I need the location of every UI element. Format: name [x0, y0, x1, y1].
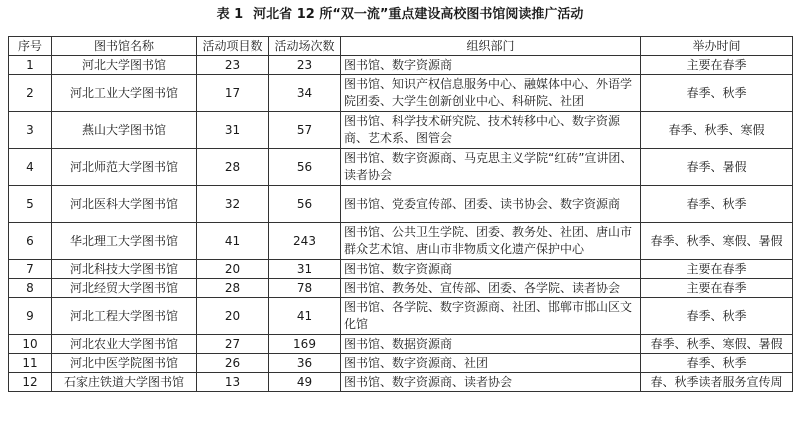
cell-index: 12 [9, 373, 52, 392]
cell-time: 春季、秋季 [641, 298, 793, 335]
cell-index: 5 [9, 186, 52, 223]
cell-departments: 图书馆、数字资源商、社团 [341, 354, 641, 373]
cell-index: 9 [9, 298, 52, 335]
cell-library-name: 河北医科大学图书馆 [52, 186, 197, 223]
cell-project-count: 13 [197, 373, 269, 392]
cell-index: 6 [9, 223, 52, 260]
cell-project-count: 32 [197, 186, 269, 223]
cell-time: 春季、秋季、寒假、暑假 [641, 223, 793, 260]
table-row [9, 373, 793, 392]
table-row [9, 56, 793, 75]
cell-index: 3 [9, 112, 52, 149]
cell-session-count: 56 [269, 149, 341, 186]
cell-session-count: 31 [269, 260, 341, 279]
cell-departments: 图书馆、数字资源商、读者协会 [341, 373, 641, 392]
header-library-name: 图书馆名称 [52, 37, 197, 56]
cell-time: 主要在春季 [641, 260, 793, 279]
cell-index: 2 [9, 75, 52, 112]
table-row [9, 149, 793, 186]
cell-time: 春季、暑假 [641, 149, 793, 186]
table-title: 河北省 12 所“双一流”重点建设高校图书馆阅读推广活动 [253, 7, 584, 22]
cell-time: 主要在春季 [641, 279, 793, 298]
cell-session-count: 49 [269, 373, 341, 392]
cell-departments: 图书馆、知识产权信息服务中心、融媒体中心、外语学院团委、大学生创新创业中心、科研院、社团 [341, 75, 641, 112]
cell-library-name: 河北农业大学图书馆 [52, 335, 197, 354]
cell-session-count: 56 [269, 186, 341, 223]
table-row [9, 75, 793, 112]
table-row [9, 298, 793, 335]
cell-index: 11 [9, 354, 52, 373]
header-index: 序号 [9, 37, 52, 56]
cell-project-count: 23 [197, 56, 269, 75]
table-row [9, 354, 793, 373]
cell-departments: 图书馆、各学院、数字资源商、社团、邯郸市邯山区文化馆 [341, 298, 641, 335]
cell-session-count: 41 [269, 298, 341, 335]
cell-departments: 图书馆、教务处、宣传部、团委、各学院、读者协会 [341, 279, 641, 298]
table-row [9, 335, 793, 354]
cell-session-count: 169 [269, 335, 341, 354]
cell-time: 春季、秋季、寒假、暑假 [641, 335, 793, 354]
table-row [9, 223, 793, 260]
header-departments: 组织部门 [341, 37, 641, 56]
table-header-row [9, 37, 793, 56]
cell-departments: 图书馆、公共卫生学院、团委、教务处、社团、唐山市群众艺术馆、唐山市非物质文化遗产保护中心 [341, 223, 641, 260]
cell-time: 春季、秋季 [641, 186, 793, 223]
cell-time: 主要在春季 [641, 56, 793, 75]
cell-time: 春、秋季读者服务宣传周 [641, 373, 793, 392]
cell-time: 春季、秋季、寒假 [641, 112, 793, 149]
cell-session-count: 78 [269, 279, 341, 298]
cell-library-name: 河北师范大学图书馆 [52, 149, 197, 186]
cell-library-name: 河北工程大学图书馆 [52, 298, 197, 335]
cell-project-count: 28 [197, 279, 269, 298]
cell-index: 4 [9, 149, 52, 186]
cell-departments: 图书馆、党委宣传部、团委、读书协会、数字资源商 [341, 186, 641, 223]
cell-session-count: 34 [269, 75, 341, 112]
table-caption [0, 2, 800, 28]
header-session-count: 活动场次数 [269, 37, 341, 56]
cell-library-name: 石家庄铁道大学图书馆 [52, 373, 197, 392]
cell-session-count: 243 [269, 223, 341, 260]
cell-project-count: 17 [197, 75, 269, 112]
cell-departments: 图书馆、数字资源商、马克思主义学院“红砖”宣讲团、读者协会 [341, 149, 641, 186]
table-row [9, 279, 793, 298]
cell-time: 春季、秋季 [641, 75, 793, 112]
cell-departments: 图书馆、数字资源商 [341, 56, 641, 75]
cell-project-count: 20 [197, 298, 269, 335]
cell-project-count: 41 [197, 223, 269, 260]
cell-library-name: 河北大学图书馆 [52, 56, 197, 75]
cell-time: 春季、秋季 [641, 354, 793, 373]
table-row [9, 260, 793, 279]
cell-library-name: 河北中医学院图书馆 [52, 354, 197, 373]
cell-index: 1 [9, 56, 52, 75]
table-number: 表 1 [216, 7, 244, 22]
header-project-count: 活动项目数 [197, 37, 269, 56]
cell-index: 10 [9, 335, 52, 354]
cell-project-count: 28 [197, 149, 269, 186]
cell-library-name: 河北工业大学图书馆 [52, 75, 197, 112]
cell-departments: 图书馆、数字资源商 [341, 260, 641, 279]
table-row [9, 186, 793, 223]
cell-departments: 图书馆、数据资源商 [341, 335, 641, 354]
cell-project-count: 26 [197, 354, 269, 373]
table-row [9, 112, 793, 149]
activities-table [8, 36, 793, 392]
cell-session-count: 23 [269, 56, 341, 75]
cell-library-name: 燕山大学图书馆 [52, 112, 197, 149]
header-time: 举办时间 [641, 37, 793, 56]
cell-project-count: 31 [197, 112, 269, 149]
cell-library-name: 华北理工大学图书馆 [52, 223, 197, 260]
cell-session-count: 57 [269, 112, 341, 149]
cell-project-count: 27 [197, 335, 269, 354]
cell-departments: 图书馆、科学技术研究院、技术转移中心、数字资源商、艺术系、图管会 [341, 112, 641, 149]
cell-session-count: 36 [269, 354, 341, 373]
cell-index: 7 [9, 260, 52, 279]
cell-project-count: 20 [197, 260, 269, 279]
cell-library-name: 河北科技大学图书馆 [52, 260, 197, 279]
cell-library-name: 河北经贸大学图书馆 [52, 279, 197, 298]
cell-index: 8 [9, 279, 52, 298]
